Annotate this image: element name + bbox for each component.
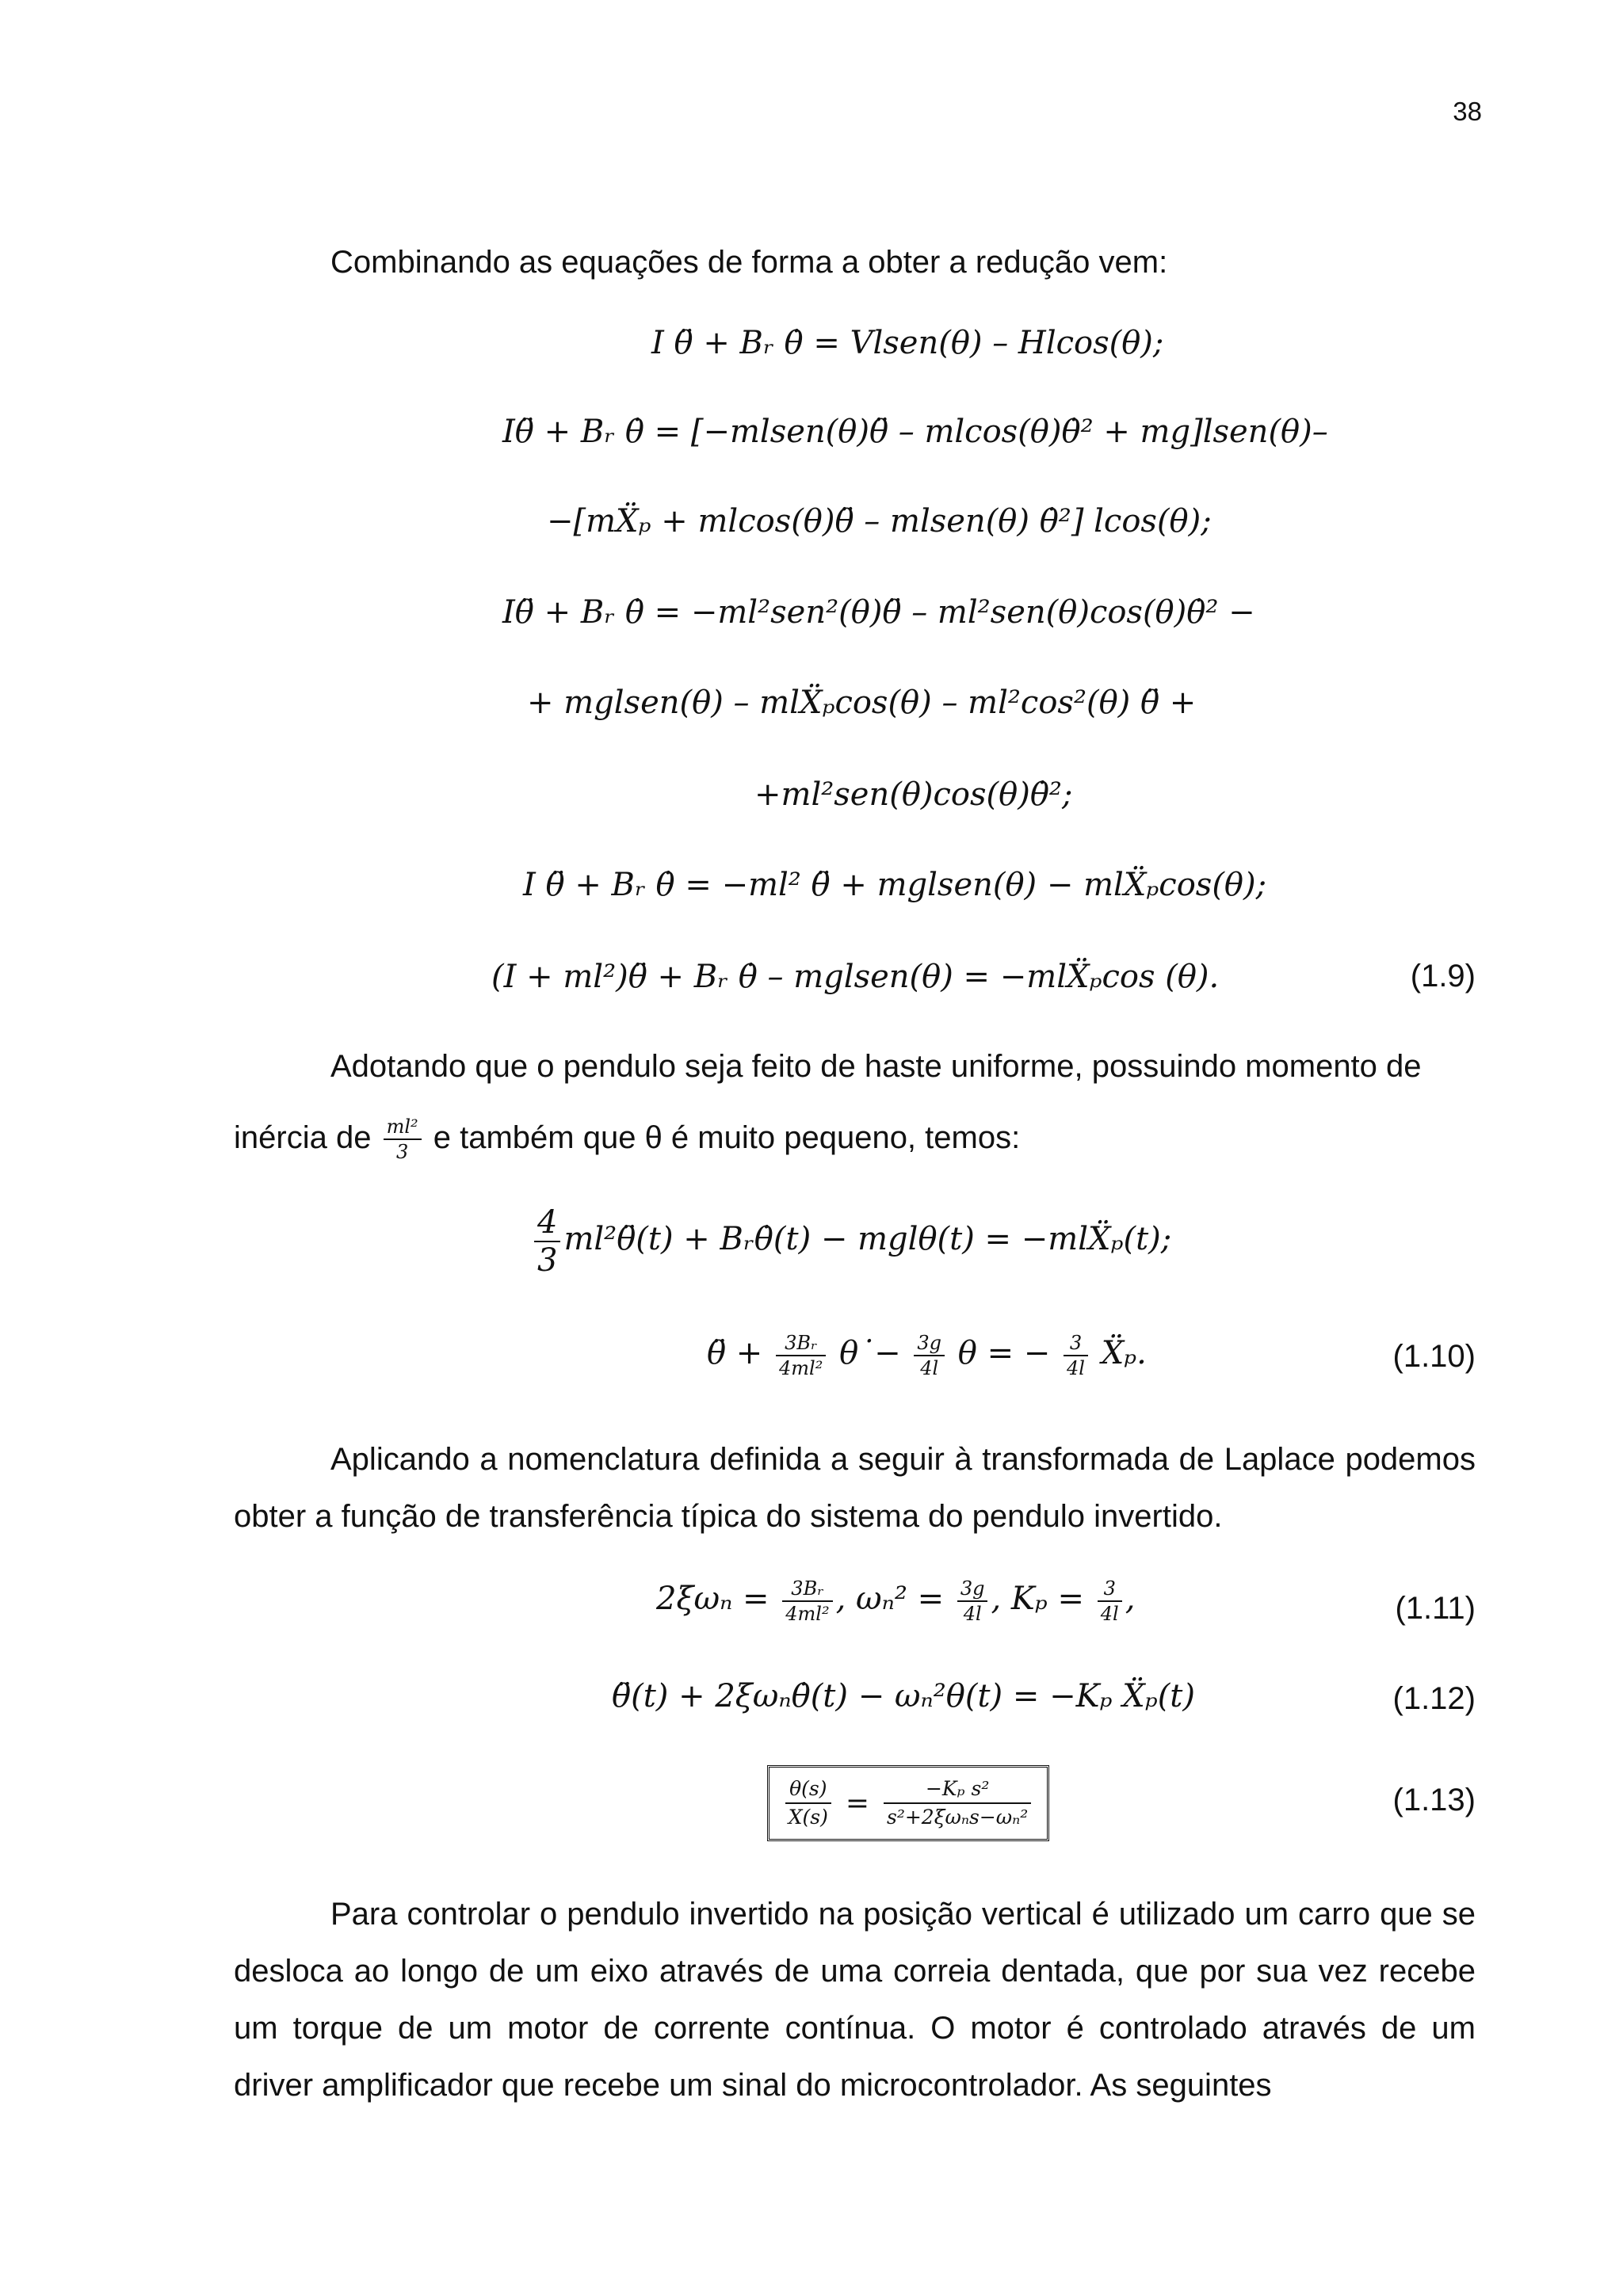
eq-1-11-c: , Kₚ = bbox=[991, 1581, 1085, 1617]
eq-1-10-tail: Ẍₚ. bbox=[1101, 1335, 1147, 1371]
inertia-fraction-denominator: 3 bbox=[395, 1141, 409, 1164]
equation-small-angle bbox=[531, 1204, 1171, 1279]
small-angle-rest: ml²θ̈(t) + Bᵣθ̇(t) − mglθ(t) = −mlẌₚ(t); bbox=[563, 1221, 1172, 1257]
eq-1-13-left-fraction bbox=[785, 1775, 831, 1831]
eq-1-11-b: , ωₙ² = bbox=[835, 1581, 945, 1617]
eq-1-13-right-den: s²+2ξωₙs−ωₙ² bbox=[887, 1806, 1029, 1829]
equation-line-3: −[mẌₚ + mlcos(θ)θ̈ – mlsen(θ) θ̇²] lcos(θ); bbox=[547, 503, 1212, 540]
equation-line-8: (I + ml²)θ̈ + Bᵣ θ̇ – mglsen(θ) = −mlẌₚcos (θ). bbox=[491, 959, 1220, 995]
equation-1-12: θ̈(t) + 2ξωₙθ̇(t) − ωₙ²θ(t) = −Kₚ Ẍₚ(t) bbox=[612, 1678, 1195, 1714]
eq-1-11-f1-den: 4ml² bbox=[785, 1603, 830, 1625]
eq-1-11-fraction-3 bbox=[1098, 1577, 1122, 1626]
eq-1-10-mid-2: θ = − bbox=[957, 1335, 1051, 1371]
equation-line-1: I θ̈ + Bᵣ θ̇ = Vlsen(θ) – Hlcos(θ); bbox=[651, 325, 1164, 361]
equation-line-5: + mglsen(θ) – mlẌₚcos(θ) – ml²cos²(θ) θ̈ + bbox=[527, 685, 1197, 721]
paragraph-2-line-2 bbox=[234, 1109, 1476, 1166]
equation-line-4: Iθ̈ + Bᵣ θ̇ = −ml²sen²(θ)θ̈ – ml²sen(θ)cos(θ)θ̇² − bbox=[502, 594, 1255, 631]
eq-1-10-f1-num: 3Bᵣ bbox=[776, 1331, 826, 1356]
eq-1-11-f1-num: 3Bᵣ bbox=[782, 1577, 832, 1602]
eq-1-11-fraction-1 bbox=[782, 1577, 832, 1626]
equation-line-6: +ml²sen(θ)cos(θ)θ̇²; bbox=[754, 776, 1073, 813]
paragraph-2-line-1: Adotando que o pendulo seja feito de haste uniforme, possuindo momento de bbox=[330, 1049, 1422, 1084]
eq-1-11-d: , bbox=[1125, 1581, 1136, 1617]
paragraph-4: Para controlar o pendulo invertido na posição vertical é utilizado um carro que se desloca ao longo de um eixo através de uma correia dentada, que por sua vez recebe um torque de um motor de corrente contínua. O motor é controlado através de um driver amplificador que recebe um sinal do microcontrolador. As seguintes bbox=[234, 1897, 1476, 2103]
eq-1-11-f2-num: 3g bbox=[957, 1577, 988, 1602]
four-thirds-denominator: 3 bbox=[537, 1242, 558, 1279]
equation-number-1-10: (1.10) bbox=[1392, 1339, 1476, 1374]
equation-number-1-11: (1.11) bbox=[1395, 1591, 1476, 1626]
eq-1-10-f3-den: 4l bbox=[1067, 1357, 1085, 1379]
eq-1-11-fraction-2 bbox=[957, 1577, 988, 1626]
equation-number-1-13: (1.13) bbox=[1392, 1783, 1476, 1817]
eq-1-10-fraction-1 bbox=[776, 1331, 826, 1380]
eq-1-10-lead: θ̈ + bbox=[707, 1335, 763, 1371]
eq-1-13-left-den: X(s) bbox=[788, 1806, 828, 1829]
equation-line-2: Iθ̈ + Bᵣ θ̇ = [−mlsen(θ)θ̈ – mlcos(θ)θ̇² + mg]lsen(θ)– bbox=[502, 414, 1328, 450]
page-number: 38 bbox=[1453, 97, 1482, 126]
eq-1-11-f2-den: 4l bbox=[963, 1603, 982, 1625]
paragraph-3: Aplicando a nomenclatura definida a seguir à transformada de Laplace podemos obter a função de transferência típica do sistema do pendulo invertido. bbox=[234, 1442, 1476, 1534]
equation-line-7: I θ̈ + Bᵣ θ̇ = −ml² θ̈ + mglsen(θ) − mlẌₚcos(θ); bbox=[523, 867, 1267, 903]
inertia-fraction-numerator: ml² bbox=[384, 1115, 422, 1140]
four-thirds-numerator: 4 bbox=[534, 1204, 560, 1242]
eq-1-10-f3-num: 3 bbox=[1064, 1331, 1088, 1356]
eq-1-10-f2-den: 4l bbox=[920, 1357, 939, 1379]
eq-1-11-f3-num: 3 bbox=[1098, 1577, 1122, 1602]
eq-1-10-fraction-2 bbox=[914, 1331, 945, 1380]
eq-1-13-left-num: θ(s) bbox=[785, 1775, 831, 1804]
eq-1-13-right-fraction bbox=[884, 1775, 1031, 1831]
equation-number-1-9: (1.9) bbox=[1410, 959, 1476, 994]
eq-1-10-mid-1: θ˙− bbox=[839, 1335, 901, 1371]
eq-1-10-fraction-3 bbox=[1064, 1331, 1088, 1380]
eq-1-13-right-num: −Kₚ s² bbox=[884, 1775, 1031, 1804]
inertia-fraction bbox=[384, 1115, 422, 1164]
eq-1-10-f2-num: 3g bbox=[914, 1331, 945, 1356]
inertia-text-before: inércia de bbox=[234, 1120, 372, 1155]
eq-1-10-f1-den: 4ml² bbox=[779, 1357, 823, 1379]
equation-1-13-box bbox=[767, 1765, 1049, 1841]
eq-1-11-a: 2ξωₙ = bbox=[656, 1581, 769, 1617]
inertia-text-after: e também que θ é muito pequeno, temos: bbox=[433, 1120, 1021, 1155]
four-thirds-fraction bbox=[534, 1204, 560, 1279]
equation-1-11 bbox=[656, 1577, 1135, 1626]
equation-number-1-12: (1.12) bbox=[1392, 1681, 1476, 1716]
eq-1-13-equals: = bbox=[845, 1787, 869, 1820]
eq-1-11-f3-den: 4l bbox=[1100, 1603, 1119, 1625]
equation-1-10 bbox=[707, 1331, 1147, 1380]
intro-paragraph: Combinando as equações de forma a obter a redução vem: bbox=[330, 245, 1168, 280]
